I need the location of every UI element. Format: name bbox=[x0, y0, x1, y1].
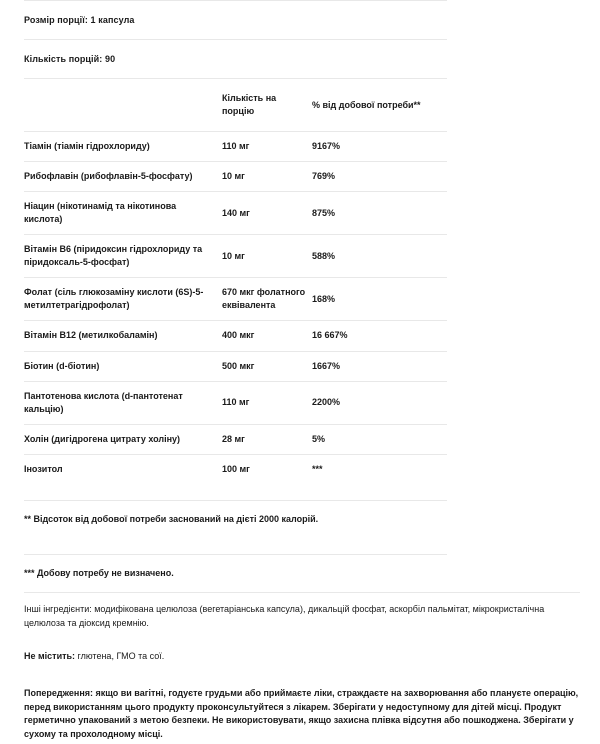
warning-text: Попередження: якщо ви вагітні, годуєте грудьми або приймаєте ліки, страждаєте на захворювання або плануєте операцію, перед використанням цього продукту проконсультуйтеся з лікарем. Зберігати у недоступному для дітей місці. Продукт герметично упакований з метою безпеки. Не використовувати, якщо захисна плівка відсутня або пошкоджена. Зберігати у сухому та прохолодному місці. bbox=[24, 687, 579, 740]
supplement-facts-table bbox=[24, 78, 447, 484]
block-spacer-1 bbox=[0, 633, 600, 641]
nutrient-name: Вітамін B6 (піридоксин гідрохлориду та піридоксаль-5-фосфат) bbox=[24, 235, 222, 278]
nutrient-daily-value: 2200% bbox=[312, 381, 447, 424]
nutrient-daily-value: *** bbox=[312, 454, 447, 484]
nutrient-name: Інозитол bbox=[24, 454, 222, 484]
free-from-rest: глютена, ГМО та сої. bbox=[75, 650, 165, 661]
not-established-footnote-text: *** Добову потребу не визначено. bbox=[24, 567, 174, 578]
table-row bbox=[24, 321, 447, 351]
nutrient-amount: 10 мг bbox=[222, 162, 312, 192]
other-ingredients-block bbox=[24, 592, 580, 633]
table-row bbox=[24, 351, 447, 381]
nutrient-daily-value: 588% bbox=[312, 235, 447, 278]
nutrient-daily-value: 5% bbox=[312, 424, 447, 454]
table-row bbox=[24, 278, 447, 321]
nutrient-name: Вітамін B12 (метилкобаламін) bbox=[24, 321, 222, 351]
nutrient-amount: 110 мг bbox=[222, 381, 312, 424]
nutrient-amount: 110 мг bbox=[222, 132, 312, 162]
nutrient-amount: 28 мг bbox=[222, 424, 312, 454]
footnote-spacer bbox=[0, 484, 600, 500]
nutrient-amount: 500 мкг bbox=[222, 351, 312, 381]
column-header-amount-per-serving: Кількість на порцію bbox=[222, 79, 312, 132]
serving-size-row bbox=[24, 0, 447, 39]
free-from-text bbox=[24, 650, 580, 664]
table-header-row bbox=[24, 79, 447, 132]
free-from-lead: Не містить: bbox=[24, 650, 76, 661]
free-from-block bbox=[24, 641, 580, 666]
footnote-spacer-2 bbox=[0, 538, 600, 554]
nutrient-amount: 140 мг bbox=[222, 192, 312, 235]
table-row bbox=[24, 192, 447, 235]
table-header bbox=[24, 79, 447, 132]
nutrient-amount: 670 мкг фолатного еквівалента bbox=[222, 278, 312, 321]
nutrient-name: Фолат (сіль глюкозаміну кислоти (6S)-5-метилтетрагідрофолат) bbox=[24, 278, 222, 321]
daily-value-footnote-text: ** Відсоток від добової потреби заснований на дієті 2000 калорій. bbox=[24, 513, 319, 524]
table-row bbox=[24, 454, 447, 484]
nutrient-daily-value: 875% bbox=[312, 192, 447, 235]
nutrient-name: Тіамін (тіамін гідрохлориду) bbox=[24, 132, 222, 162]
column-header-nutrient bbox=[24, 79, 222, 132]
nutrient-amount: 400 мкг bbox=[222, 321, 312, 351]
nutrient-amount: 10 мг bbox=[222, 235, 312, 278]
nutrient-daily-value: 1667% bbox=[312, 351, 447, 381]
not-established-footnote-row bbox=[24, 554, 447, 592]
table-row bbox=[24, 424, 447, 454]
nutrient-daily-value: 168% bbox=[312, 278, 447, 321]
nutrient-name: Пантотенова кислота (d-пантотенат кальцію) bbox=[24, 381, 222, 424]
table-row bbox=[24, 381, 447, 424]
table-row bbox=[24, 132, 447, 162]
other-ingredients-text: Інші інгредієнти: модифікована целюлоза (вегетаріанська капсула), дикальцій фосфат, аскорбіл пальмітат, мікрокристалічна целюлоза та діоксид кремнію. bbox=[24, 603, 545, 628]
block-spacer-2 bbox=[0, 666, 600, 678]
servings-per-container-text: Кількість порцій: 90 bbox=[24, 54, 116, 64]
servings-per-container-row bbox=[24, 39, 447, 78]
warning-block bbox=[24, 678, 580, 744]
nutrient-name: Холін (дигідрогена цитрату холіну) bbox=[24, 424, 222, 454]
daily-value-footnote-row bbox=[24, 500, 447, 538]
nutrient-name: Ніацин (нікотинамід та нікотинова кислота) bbox=[24, 192, 222, 235]
column-header-daily-value: % від добової потреби** bbox=[312, 79, 447, 132]
nutrient-daily-value: 16 667% bbox=[312, 321, 447, 351]
nutrient-daily-value: 769% bbox=[312, 162, 447, 192]
table-row bbox=[24, 235, 447, 278]
serving-size-text: Розмір порції: 1 капсула bbox=[24, 15, 135, 25]
nutrient-amount: 100 мг bbox=[222, 454, 312, 484]
nutrient-name: Рибофлавін (рибофлавін-5-фосфату) bbox=[24, 162, 222, 192]
table-row bbox=[24, 162, 447, 192]
nutrient-name: Біотин (d-біотин) bbox=[24, 351, 222, 381]
table-body bbox=[24, 132, 447, 484]
nutrient-daily-value: 9167% bbox=[312, 132, 447, 162]
